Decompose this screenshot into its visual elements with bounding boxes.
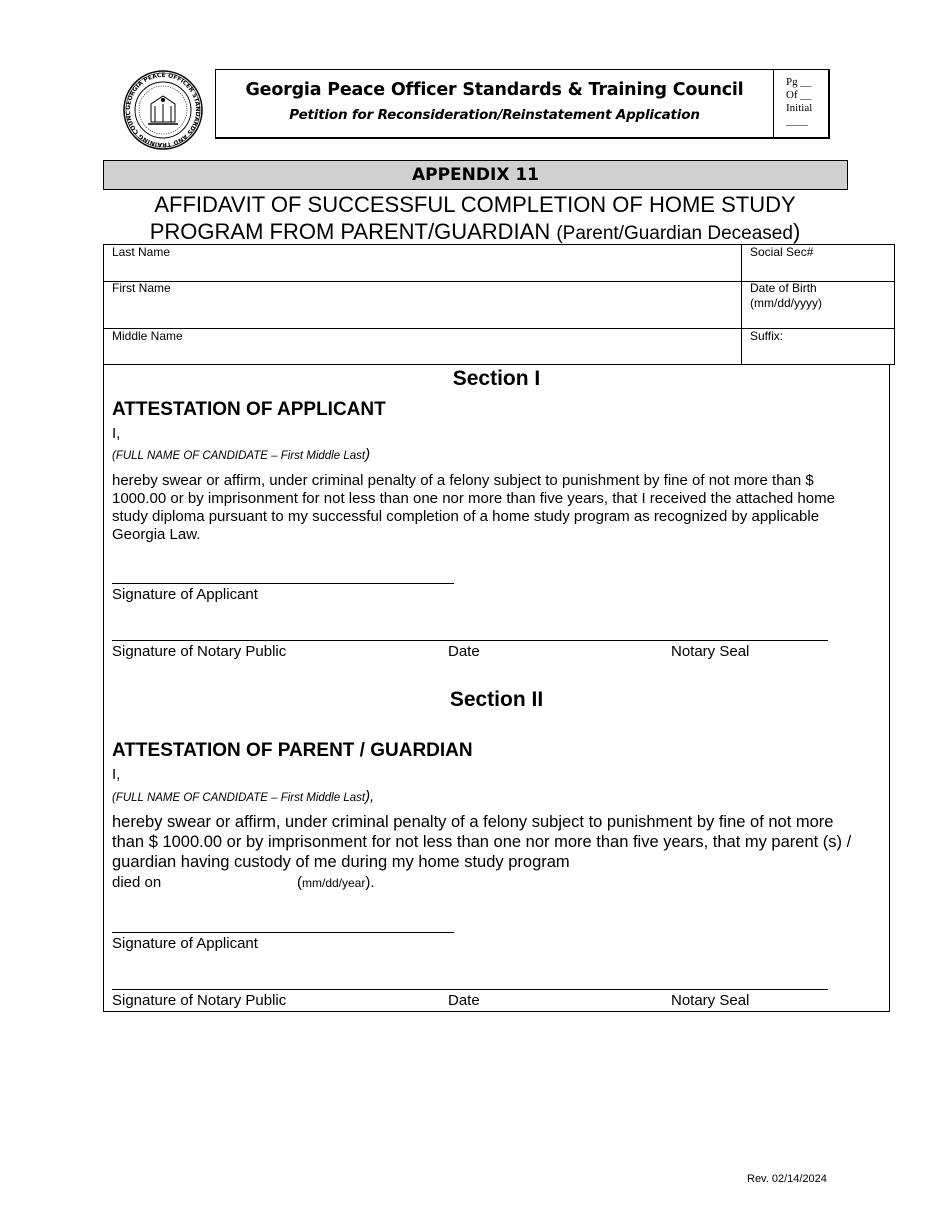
applicant-signature-line-2[interactable] bbox=[112, 932, 454, 933]
applicant-name-note bbox=[112, 446, 370, 463]
georgia-post-seal bbox=[123, 70, 203, 150]
revision-date: Rev. 02/14/2024 bbox=[747, 1173, 827, 1185]
notary-seal-label-2: Notary Seal bbox=[671, 992, 750, 1009]
death-date-format bbox=[297, 874, 375, 891]
initial-field[interactable]: ____ bbox=[786, 115, 808, 127]
dob-format-label: (mm/dd/yyyy) bbox=[750, 296, 822, 310]
applicant-i-label: I, bbox=[112, 425, 121, 442]
death-date-close: ). bbox=[365, 874, 375, 891]
applicant-name-note-text: (FULL NAME OF CANDIDATE – First Middle Last bbox=[112, 450, 366, 462]
guardian-name-note-close: ), bbox=[365, 788, 375, 805]
applicant-signature-label-2: Signature of Applicant bbox=[112, 935, 258, 952]
header-box bbox=[215, 69, 830, 139]
initial-label: Initial bbox=[786, 102, 813, 114]
guardian-oath: hereby swear or affirm, under criminal penalty of a felony subject to punishment by fine of not more than $ 1000.00 or by imprisonment for not less than one nor more than five years, that my parent (s) / guardian having custody of me during my home study program bbox=[112, 813, 852, 871]
affidavit-title-main: PROGRAM FROM PARENT/GUARDIAN bbox=[149, 219, 551, 244]
notary-date-label-2: Date bbox=[448, 992, 480, 1009]
guardian-name-note bbox=[112, 788, 374, 805]
last-name-label: Last Name bbox=[112, 245, 171, 259]
seal-text: GEORGIA PEACE OFFICER STANDARDS AND TRAINING COUNC bbox=[124, 71, 202, 149]
applicant-attestation-heading: ATTESTATION OF APPLICANT bbox=[112, 399, 386, 420]
last-name-row[interactable] bbox=[104, 245, 894, 282]
applicant-signature-label-1: Signature of Applicant bbox=[112, 586, 258, 603]
header-title-area bbox=[216, 70, 774, 137]
notary-signature-label-1: Signature of Notary Public bbox=[112, 643, 287, 660]
affidavit-title-close: ) bbox=[792, 219, 801, 244]
affidavit-title-line2 bbox=[100, 218, 850, 247]
death-date-format-text: mm/dd/year bbox=[302, 876, 366, 890]
section-1-heading: Section I bbox=[452, 367, 541, 390]
ssn-label: Social Sec# bbox=[750, 245, 814, 259]
guardian-i-label: I, bbox=[112, 766, 121, 783]
attestation-box bbox=[103, 364, 890, 1012]
applicant-signature-line-1[interactable] bbox=[112, 583, 454, 584]
notary-date-label-1: Date bbox=[448, 643, 480, 660]
applicant-oath: hereby swear or affirm, under criminal penalty of a felony subject to punishment by fine of not more than $ 1000.00 or by imprisonment for not less than one nor more than five years, that I received the attached home study diploma pursuant to my successful completion of a home study program as recognized by applicable Georgia Law. bbox=[112, 472, 835, 543]
notary-signature-label-2: Signature of Notary Public bbox=[112, 992, 287, 1009]
page-initial-box bbox=[774, 70, 828, 137]
page-number-field[interactable]: Pg __ bbox=[786, 76, 812, 88]
guardian-attestation-heading: ATTESTATION OF PARENT / GUARDIAN bbox=[112, 740, 473, 761]
affidavit-title-line1: AFFIDAVIT OF SUCCESSFUL COMPLETION OF HOME STUDY bbox=[154, 192, 796, 217]
first-name-label: First Name bbox=[112, 281, 171, 295]
guardian-name-note-text: (FULL NAME OF CANDIDATE – First Middle Last bbox=[112, 792, 366, 804]
notary-signature-line-2[interactable] bbox=[112, 989, 828, 990]
dob-label: Date of Birth bbox=[750, 281, 817, 295]
middle-name-row[interactable] bbox=[104, 329, 894, 364]
appendix-bar: APPENDIX 11 bbox=[103, 160, 848, 190]
affidavit-title-sub: (Parent/Guardian Deceased bbox=[556, 223, 793, 244]
organization-title: Georgia Peace Officer Standards & Training Council bbox=[245, 80, 744, 100]
applicant-name-note-close: ) bbox=[365, 446, 371, 463]
affidavit-title bbox=[100, 191, 850, 247]
first-name-row[interactable] bbox=[104, 281, 894, 329]
notary-seal-label-1: Notary Seal bbox=[671, 643, 750, 660]
middle-name-label: Middle Name bbox=[112, 329, 183, 343]
notary-signature-line-1[interactable] bbox=[112, 640, 828, 641]
death-date-open: ( bbox=[297, 874, 302, 891]
page-of-field[interactable]: Of __ bbox=[786, 89, 812, 101]
section-2-heading: Section II bbox=[449, 688, 544, 711]
suffix-label: Suffix: bbox=[750, 329, 784, 343]
died-on-label: died on bbox=[112, 874, 162, 891]
identity-table bbox=[103, 244, 895, 365]
form-title: Petition for Reconsideration/Reinstatement Application bbox=[289, 107, 700, 123]
